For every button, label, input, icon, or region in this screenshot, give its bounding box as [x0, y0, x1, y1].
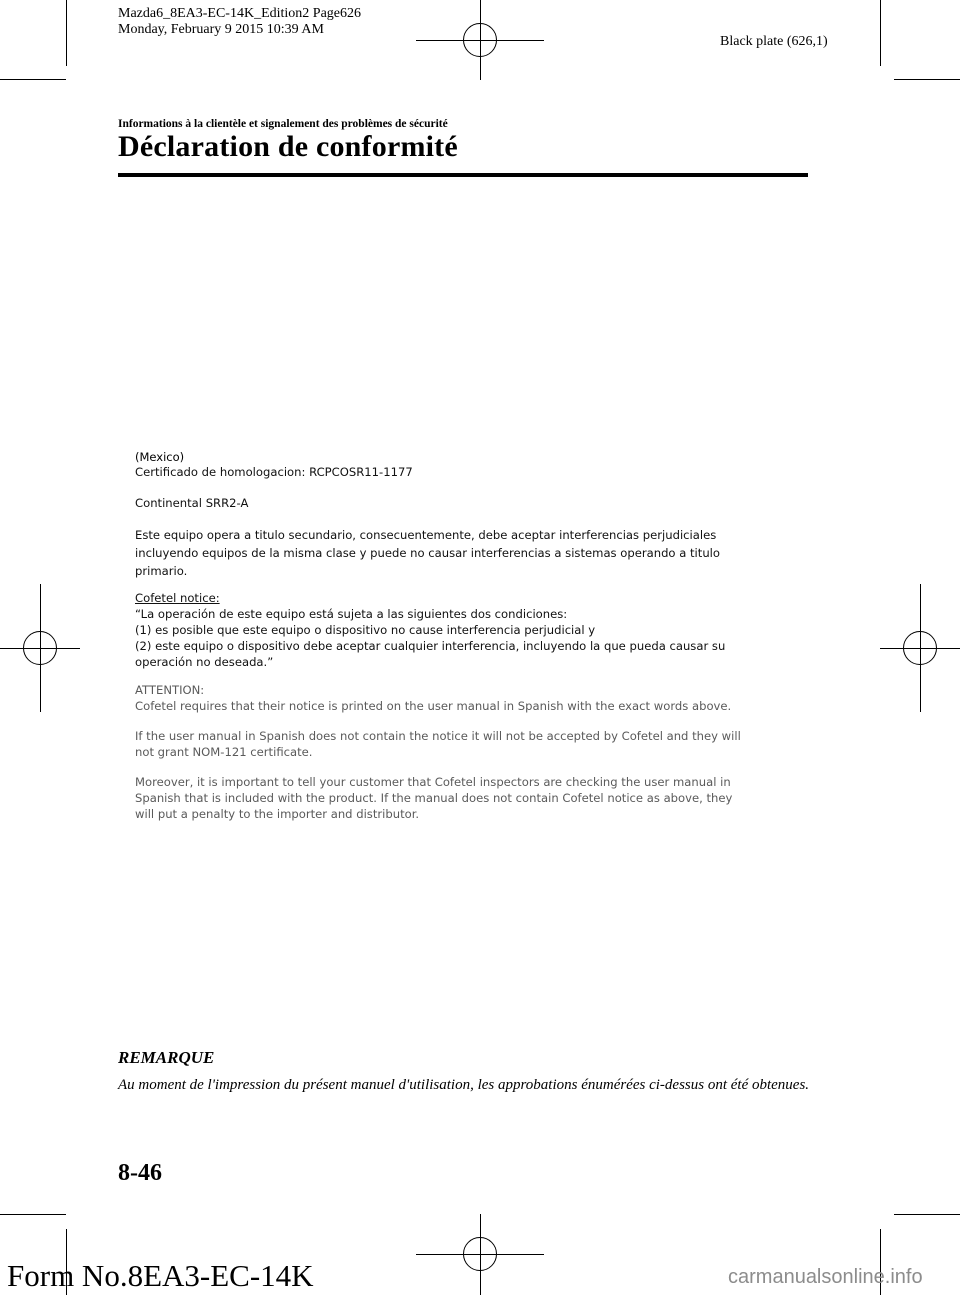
crop-mark — [880, 0, 881, 66]
plate-label: Black plate (626,1) — [720, 34, 828, 49]
moreover-line: will put a penalty to the importer and distributor. — [135, 807, 420, 821]
page-title: Déclaration de conformité — [118, 130, 458, 163]
attention-line: Cofetel requires that their notice is printed on the user manual in Spanish with the exact words above. — [135, 699, 732, 713]
moreover-line: Spanish that is included with the product. If the manual does not contain Cofetel notice as above, they — [135, 791, 733, 805]
remark-title: REMARQUE — [118, 1048, 215, 1067]
print-file-info: Mazda6_8EA3-EC-14K_Edition2 Page626 — [118, 6, 362, 21]
mexico-notice — [135, 450, 815, 822]
cofetel-line: (2) este equipo o dispositivo debe aceptar cualquier interferencia, incluyendo la que pueda causar su — [135, 639, 726, 653]
title-rule — [118, 173, 808, 177]
nom-line: If the user manual in Spanish does not contain the notice it will not be accepted by Cofetel and they will — [135, 729, 741, 743]
crop-mark — [66, 0, 67, 66]
crop-mark — [894, 79, 960, 80]
cofetel-line: operación no deseada.” — [135, 655, 274, 669]
remark-body: Au moment de l'impression du présent manuel d'utilisation, les approbations énumérées ci-dessus ont été obtenues. — [118, 1077, 810, 1093]
watermark: carmanualsonline.info — [728, 1266, 923, 1288]
moreover-line: Moreover, it is important to tell your customer that Cofetel inspectors are checking the user manual in — [135, 775, 731, 789]
cofetel-notice — [135, 606, 815, 670]
paragraph-line: incluyendo equipos de la misma clase y puede no causar interferencias a sistemas operando a titulo — [135, 546, 720, 560]
print-metadata — [118, 6, 361, 38]
form-number: Form No.8EA3-EC-14K — [7, 1258, 314, 1293]
cofetel-heading: Cofetel notice: — [135, 591, 220, 605]
secondary-operation-paragraph — [135, 526, 815, 580]
crop-mark — [894, 1214, 960, 1215]
paragraph-line: primario. — [135, 564, 188, 578]
attention-block — [135, 682, 815, 822]
attention-heading: ATTENTION: — [135, 683, 205, 697]
cofetel-line: (1) es posible que este equipo o dispositivo no cause interferencia perjudicial y — [135, 623, 596, 637]
country-label: (Mexico) — [135, 450, 185, 464]
print-timestamp: Monday, February 9 2015 10:39 AM — [118, 22, 324, 37]
nom-line: not grant NOM-121 certificate. — [135, 745, 313, 759]
model-line: Continental SRR2-A — [135, 496, 249, 510]
paragraph-line: Este equipo opera a titulo secundario, consecuentemente, debe aceptar interferencias perjudiciales — [135, 528, 717, 542]
certificate-line: Certificado de homologacion: RCPCOSR11-1177 — [135, 465, 413, 479]
section-label: Informations à la clientèle et signalement des problèmes de sécurité — [118, 118, 448, 130]
crop-mark — [0, 1214, 66, 1215]
crop-mark — [0, 79, 66, 80]
cofetel-line: “La operación de este equipo está sujeta a las siguientes dos condiciones: — [135, 607, 568, 621]
page-number: 8-46 — [118, 1160, 162, 1186]
